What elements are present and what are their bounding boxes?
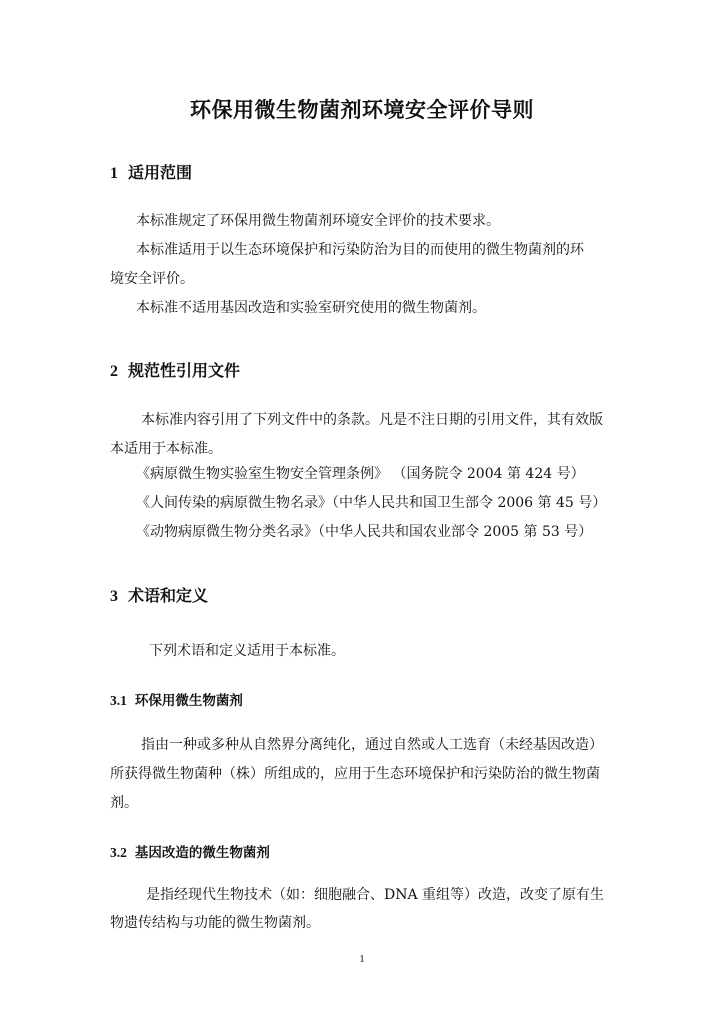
- subsection-3-1-heading: [110, 689, 243, 709]
- section-title: 规范性引用文件: [128, 361, 241, 380]
- section-title: 术语和定义: [128, 586, 209, 605]
- section-3-heading: [110, 583, 208, 606]
- paragraph-line: 本标准内容引用了下列文件中的条款。凡是不注日期的引用文件，其有效版: [141, 412, 603, 428]
- paragraph-line: 下列术语和定义适用于本标准。: [149, 643, 345, 659]
- paragraph-line: 本标准适用于以生态环境保护和污染防治为目的而使用的微生物菌剂的环: [136, 242, 584, 258]
- reference-item: 《人间传染的病原微生物名录》（中华人民共和国卫生部令 2006 第 45 号）: [136, 495, 607, 511]
- subsection-title: 基因改造的微生物菌剂: [134, 845, 270, 861]
- section-title: 适用范围: [128, 163, 193, 182]
- paragraph-line: 是指经现代生物技术（如：细胞融合、DNA 重组等）改造，改变了原有生: [146, 887, 605, 903]
- paragraph-line: 本标准不适用基因改造和实验室研究使用的微生物菌剂。: [136, 300, 486, 316]
- subsection-number: 3.2: [110, 845, 127, 860]
- reference-item: 《病原微生物实验室生物安全管理条例》 （国务院令 2004 第 424 号）: [136, 466, 585, 482]
- document-title: 环保用微生物菌剂环境安全评价导则: [190, 97, 534, 122]
- subsection-3-2-heading: [110, 841, 270, 861]
- section-1-heading: [110, 160, 192, 183]
- paragraph-line: 所获得微生物菌种（株）所组成的，应用于生态环境保护和污染防治的微生物菌: [110, 766, 600, 782]
- page-number: 1: [359, 953, 365, 965]
- paragraph-line: 指由一种或多种从自然界分离纯化，通过自然或人工选育（未经基因改造）: [141, 737, 603, 753]
- subsection-title: 环保用微生物菌剂: [134, 693, 243, 709]
- section-number: 3: [110, 588, 118, 605]
- paragraph-line: 剂。: [110, 795, 138, 811]
- reference-item: 《动物病原微生物分类名录》（中华人民共和国农业部令 2005 第 53 号）: [136, 524, 593, 540]
- paragraph-line: 本标准规定了环保用微生物菌剂环境安全评价的技术要求。: [136, 213, 500, 229]
- paragraph-line: 本适用于本标准。: [110, 441, 222, 457]
- subsection-number: 3.1: [110, 693, 127, 708]
- section-number: 2: [110, 363, 118, 380]
- paragraph-line: 物遗传结构与功能的微生物菌剂。: [110, 915, 320, 931]
- paragraph-line: 境安全评价。: [110, 271, 194, 287]
- section-number: 1: [110, 165, 118, 182]
- section-2-heading: [110, 358, 240, 381]
